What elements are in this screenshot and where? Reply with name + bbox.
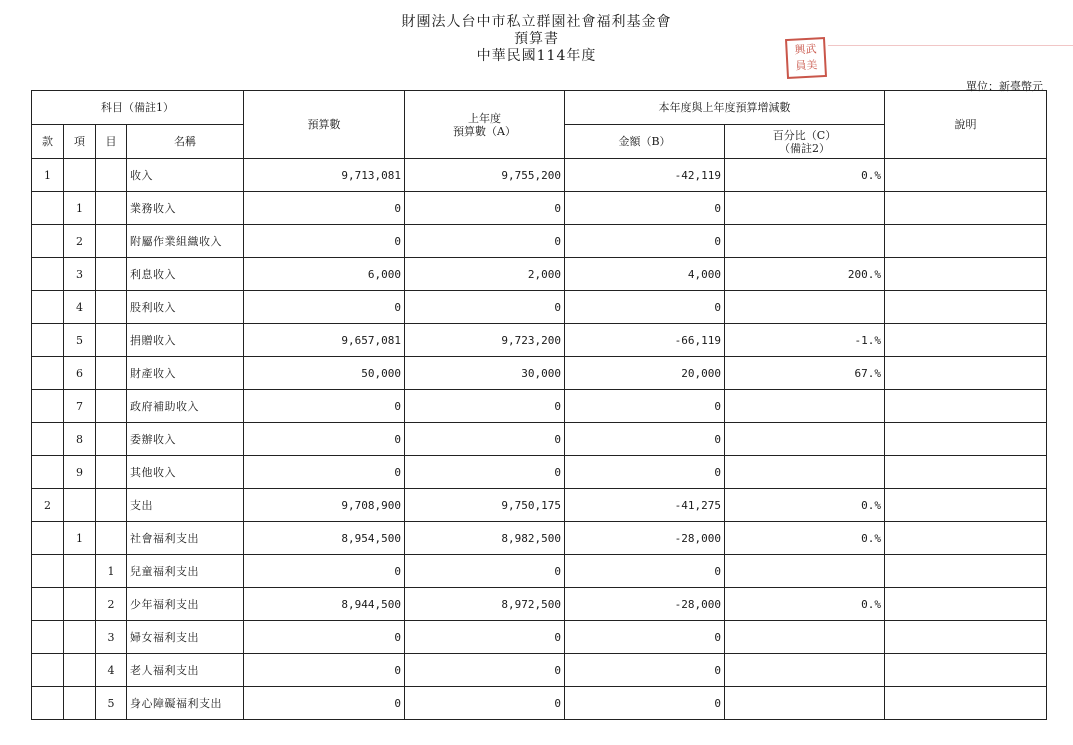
notes-cell (885, 621, 1047, 654)
name-header: 名稱 (127, 125, 244, 159)
name-cell: 身心障礙福利支出 (127, 687, 244, 720)
amount-cell: 4,000 (565, 258, 725, 291)
prev-budget-cell: 8,982,500 (405, 522, 565, 555)
xiang-cell: 1 (64, 192, 96, 225)
mu-cell (96, 357, 127, 390)
seal-char: 武 (805, 42, 817, 57)
xiang-cell (64, 621, 96, 654)
kuan-cell: 1 (32, 159, 64, 192)
amount-cell: 0 (565, 621, 725, 654)
table-row (32, 291, 1047, 324)
mu-cell (96, 522, 127, 555)
name-cell: 委辦收入 (127, 423, 244, 456)
amount-cell: -42,119 (565, 159, 725, 192)
notes-cell (885, 654, 1047, 687)
budget-table-body (32, 159, 1047, 720)
notes-cell (885, 225, 1047, 258)
xiang-cell: 3 (64, 258, 96, 291)
mu-cell (96, 291, 127, 324)
prev-budget-cell: 9,750,175 (405, 489, 565, 522)
amount-cell: -28,000 (565, 522, 725, 555)
amount-cell: 0 (565, 192, 725, 225)
xiang-cell: 7 (64, 390, 96, 423)
percent-cell (725, 621, 885, 654)
mu-cell: 5 (96, 687, 127, 720)
xiang-cell: 2 (64, 225, 96, 258)
amount-cell: -41,275 (565, 489, 725, 522)
name-cell: 社會福利支出 (127, 522, 244, 555)
amount-cell: 0 (565, 291, 725, 324)
prev-budget-header-line2: 預算數（A） (453, 124, 516, 138)
prev-budget-header (405, 91, 565, 159)
percent-header (725, 125, 885, 159)
notes-cell (885, 192, 1047, 225)
percent-header-line2: （備註2） (779, 141, 830, 155)
prev-budget-cell: 0 (405, 555, 565, 588)
mu-cell: 2 (96, 588, 127, 621)
prev-budget-cell: 8,972,500 (405, 588, 565, 621)
percent-cell (725, 192, 885, 225)
mu-cell (96, 423, 127, 456)
amount-cell: -28,000 (565, 588, 725, 621)
table-row (32, 390, 1047, 423)
budget-cell: 9,713,081 (244, 159, 405, 192)
kuan-header: 款 (32, 125, 64, 159)
budget-cell: 8,944,500 (244, 588, 405, 621)
percent-cell: 0.% (725, 159, 885, 192)
name-cell: 捐贈收入 (127, 324, 244, 357)
xiang-cell: 9 (64, 456, 96, 489)
budget-cell: 0 (244, 225, 405, 258)
percent-cell: 0.% (725, 588, 885, 621)
kuan-cell (32, 522, 64, 555)
amount-cell: 0 (565, 555, 725, 588)
xiang-cell (64, 687, 96, 720)
org-name: 財團法人台中市私立群園社會福利基金會 (401, 14, 672, 30)
mu-cell (96, 225, 127, 258)
prev-budget-cell: 0 (405, 390, 565, 423)
xiang-cell: 5 (64, 324, 96, 357)
xiang-cell (64, 588, 96, 621)
name-cell: 政府補助收入 (127, 390, 244, 423)
notes-cell (885, 555, 1047, 588)
table-row (32, 357, 1047, 390)
mu-cell (96, 456, 127, 489)
kuan-cell (32, 423, 64, 456)
notes-cell (885, 291, 1047, 324)
xiang-cell: 4 (64, 291, 96, 324)
percent-cell (725, 456, 885, 489)
kuan-cell (32, 258, 64, 291)
kuan-cell (32, 621, 64, 654)
xiang-cell: 8 (64, 423, 96, 456)
budget-cell: 6,000 (244, 258, 405, 291)
xiang-cell (64, 159, 96, 192)
name-cell: 收入 (127, 159, 244, 192)
notes-cell (885, 522, 1047, 555)
kuan-cell (32, 192, 64, 225)
prev-budget-cell: 0 (405, 291, 565, 324)
seal-char: 興 (794, 43, 806, 57)
percent-cell (725, 423, 885, 456)
amount-cell: 0 (565, 654, 725, 687)
budget-cell: 0 (244, 390, 405, 423)
kuan-cell (32, 654, 64, 687)
kuan-cell (32, 390, 64, 423)
name-cell: 業務收入 (127, 192, 244, 225)
name-cell: 股利收入 (127, 291, 244, 324)
seal-stamp (785, 37, 827, 79)
table-row (32, 654, 1047, 687)
table-row (32, 456, 1047, 489)
prev-budget-cell: 0 (405, 621, 565, 654)
kuan-cell: 2 (32, 489, 64, 522)
notes-cell (885, 423, 1047, 456)
xiang-cell (64, 654, 96, 687)
budget-cell: 8,954,500 (244, 522, 405, 555)
name-cell: 兒童福利支出 (127, 555, 244, 588)
notes-cell (885, 159, 1047, 192)
name-cell: 附屬作業組織收入 (127, 225, 244, 258)
table-row (32, 555, 1047, 588)
stamp-divider (828, 45, 1073, 46)
amount-cell: -66,119 (565, 324, 725, 357)
percent-header-line1: 百分比（C） (772, 128, 837, 142)
table-row (32, 588, 1047, 621)
prev-budget-cell: 0 (405, 225, 565, 258)
table-row (32, 324, 1047, 357)
prev-budget-cell: 0 (405, 687, 565, 720)
notes-cell (885, 456, 1047, 489)
name-cell: 老人福利支出 (127, 654, 244, 687)
budget-cell: 0 (244, 456, 405, 489)
xiang-cell (64, 555, 96, 588)
budget-cell: 0 (244, 654, 405, 687)
xiang-cell: 1 (64, 522, 96, 555)
name-cell: 支出 (127, 489, 244, 522)
xiang-header: 項 (64, 125, 96, 159)
mu-cell (96, 324, 127, 357)
percent-cell (725, 291, 885, 324)
mu-cell (96, 258, 127, 291)
percent-cell (725, 225, 885, 258)
table-row (32, 159, 1047, 192)
budget-table (31, 90, 1047, 720)
kuan-cell (32, 456, 64, 489)
table-row (32, 522, 1047, 555)
name-cell: 婦女福利支出 (127, 621, 244, 654)
name-cell: 其他收入 (127, 456, 244, 489)
prev-budget-cell: 0 (405, 456, 565, 489)
prev-budget-cell: 30,000 (405, 357, 565, 390)
table-row (32, 687, 1047, 720)
mu-cell (96, 159, 127, 192)
amount-cell: 20,000 (565, 357, 725, 390)
doc-title: 預算書 (514, 31, 559, 47)
xiang-cell (64, 489, 96, 522)
amount-cell: 0 (565, 390, 725, 423)
budget-header: 預算數 (244, 91, 405, 159)
kuan-cell (32, 225, 64, 258)
prev-budget-cell: 0 (405, 192, 565, 225)
currency-unit: 單位：新臺幣元 (966, 80, 1043, 93)
percent-cell (725, 390, 885, 423)
percent-cell (725, 555, 885, 588)
notes-cell (885, 258, 1047, 291)
table-row (32, 225, 1047, 258)
budget-cell: 0 (244, 192, 405, 225)
kuan-cell (32, 324, 64, 357)
kuan-cell (32, 555, 64, 588)
kuan-cell (32, 687, 64, 720)
mu-cell: 3 (96, 621, 127, 654)
document-header (0, 14, 1073, 65)
change-group-header: 本年度與上年度預算增減數 (565, 91, 885, 125)
seal-char: 員 (795, 58, 807, 73)
table-row (32, 192, 1047, 225)
prev-budget-cell: 9,723,200 (405, 324, 565, 357)
prev-budget-cell: 2,000 (405, 258, 565, 291)
prev-budget-cell: 0 (405, 423, 565, 456)
name-cell: 利息收入 (127, 258, 244, 291)
percent-cell: -1.% (725, 324, 885, 357)
percent-cell: 200.% (725, 258, 885, 291)
notes-header: 說明 (885, 91, 1047, 159)
notes-cell (885, 390, 1047, 423)
amount-cell: 0 (565, 225, 725, 258)
percent-cell: 67.% (725, 357, 885, 390)
percent-cell (725, 687, 885, 720)
prev-budget-header-line1: 上年度 (468, 111, 501, 125)
amount-cell: 0 (565, 456, 725, 489)
amount-cell: 0 (565, 687, 725, 720)
name-cell: 少年福利支出 (127, 588, 244, 621)
notes-cell (885, 687, 1047, 720)
mu-cell: 4 (96, 654, 127, 687)
percent-cell (725, 654, 885, 687)
notes-cell (885, 489, 1047, 522)
budget-cell: 0 (244, 621, 405, 654)
notes-cell (885, 324, 1047, 357)
budget-cell: 0 (244, 423, 405, 456)
table-row (32, 258, 1047, 291)
table-row (32, 489, 1047, 522)
notes-cell (885, 588, 1047, 621)
table-row (32, 621, 1047, 654)
seal-char: 美 (806, 58, 818, 72)
subject-header: 科目（備註1） (32, 91, 244, 125)
mu-cell (96, 489, 127, 522)
xiang-cell: 6 (64, 357, 96, 390)
prev-budget-cell: 9,755,200 (405, 159, 565, 192)
mu-header: 目 (96, 125, 127, 159)
table-row (32, 423, 1047, 456)
budget-cell: 9,657,081 (244, 324, 405, 357)
amount-cell: 0 (565, 423, 725, 456)
budget-cell: 0 (244, 291, 405, 324)
budget-cell: 9,708,900 (244, 489, 405, 522)
budget-cell: 0 (244, 687, 405, 720)
amount-header: 金額（B） (565, 125, 725, 159)
kuan-cell (32, 357, 64, 390)
mu-cell: 1 (96, 555, 127, 588)
mu-cell (96, 192, 127, 225)
kuan-cell (32, 588, 64, 621)
prev-budget-cell: 0 (405, 654, 565, 687)
kuan-cell (32, 291, 64, 324)
percent-cell: 0.% (725, 522, 885, 555)
mu-cell (96, 390, 127, 423)
name-cell: 財產收入 (127, 357, 244, 390)
notes-cell (885, 357, 1047, 390)
fiscal-year: 中華民國114年度 (476, 48, 597, 64)
budget-cell: 0 (244, 555, 405, 588)
percent-cell: 0.% (725, 489, 885, 522)
budget-cell: 50,000 (244, 357, 405, 390)
